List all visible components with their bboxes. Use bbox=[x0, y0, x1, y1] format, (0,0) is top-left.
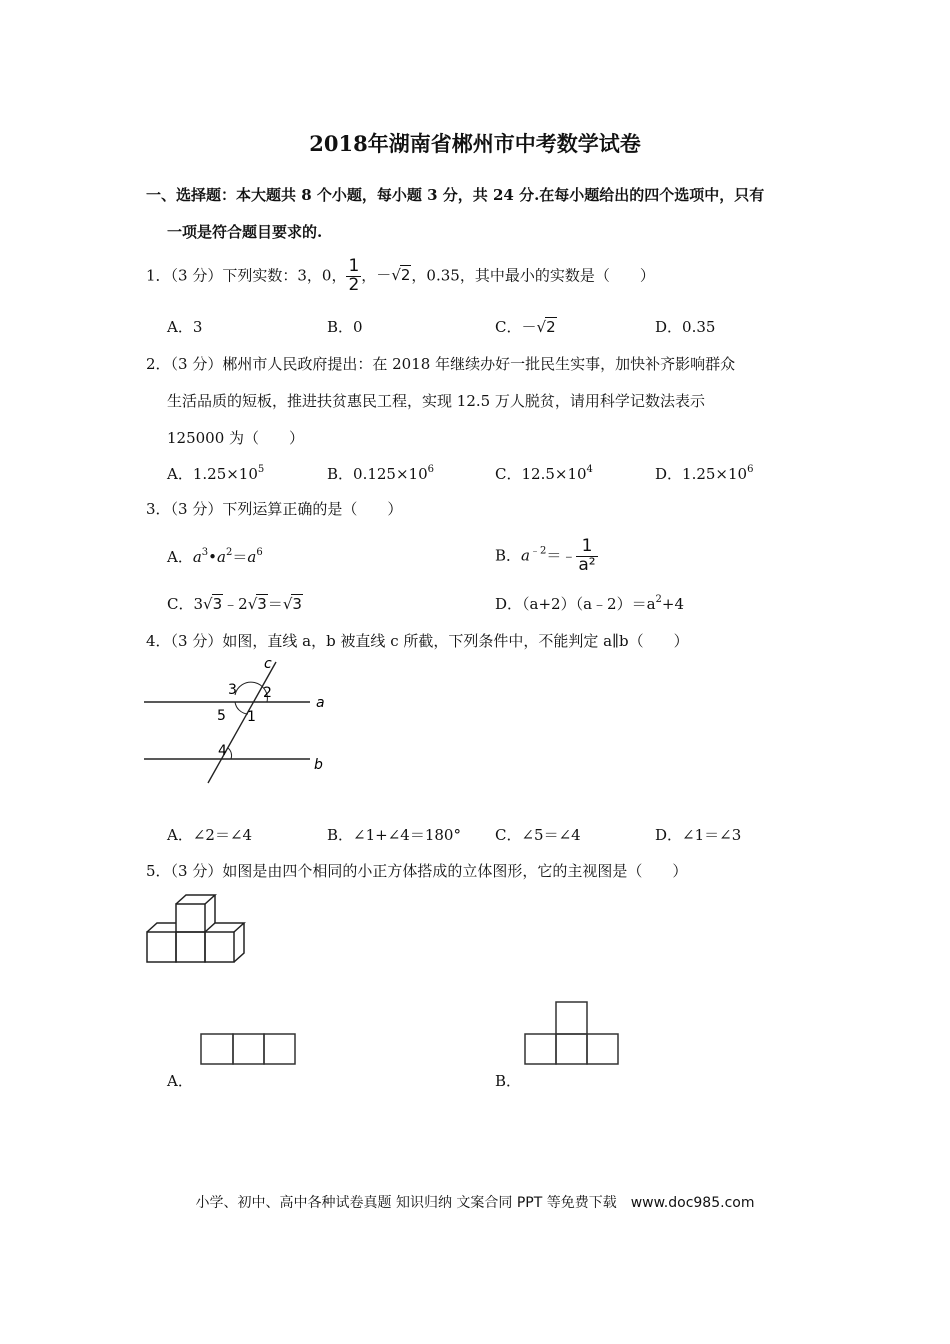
coefficient: 3 bbox=[193, 595, 204, 613]
exponent: 6 bbox=[256, 547, 263, 558]
q1-stem-tail: ，0.35，其中最小的实数是（ ） bbox=[411, 266, 655, 285]
q4-option-b[interactable]: B．∠1+∠4＝180° bbox=[327, 826, 461, 844]
question-2-line3: 125000 为（ ） bbox=[167, 429, 305, 447]
fraction-one-over-a-squared bbox=[576, 538, 597, 575]
label-c: c bbox=[264, 656, 272, 672]
equals: ＝ bbox=[267, 595, 283, 613]
label-4: 4 bbox=[218, 743, 227, 759]
q2-option-c[interactable] bbox=[495, 463, 593, 484]
question-4-stem: 4．（3 分）如图，直线 a，b 被直线 c 所截，下列条件中，不能判定 a∥b（ ） bbox=[146, 632, 689, 650]
radicand: 3 bbox=[292, 595, 302, 613]
variable-a: a bbox=[217, 548, 226, 566]
q2-option-b[interactable] bbox=[327, 463, 434, 484]
option-label: C． bbox=[495, 318, 522, 336]
neg-sign: － bbox=[521, 318, 537, 336]
minus-coefficient: ﹣2 bbox=[223, 595, 248, 613]
question-5-stem: 5．（3 分）如图是由四个相同的小正方体搭成的立体图形，它的主视图是（ ） bbox=[146, 862, 688, 880]
q3-option-a[interactable] bbox=[167, 546, 263, 567]
variable-a: a bbox=[521, 546, 530, 565]
cube-stack-figure bbox=[144, 892, 248, 966]
option-text: A．1.25×10 bbox=[167, 465, 258, 483]
question-1-stem bbox=[146, 258, 655, 295]
q1-option-d[interactable]: D．0.35 bbox=[655, 318, 716, 336]
radicand: 3 bbox=[212, 595, 223, 613]
option-label: B． bbox=[495, 546, 522, 565]
q1-comma: ， bbox=[361, 266, 377, 285]
exponent: 2 bbox=[655, 594, 662, 605]
label-5: 5 bbox=[217, 708, 226, 724]
option-a-view-figure bbox=[198, 1031, 298, 1067]
neg-sqrt-two: －√2 bbox=[521, 318, 556, 336]
option-text: C．12.5×10 bbox=[495, 465, 587, 483]
q3-option-b[interactable] bbox=[495, 538, 598, 575]
fraction-denominator: a² bbox=[578, 554, 596, 575]
q1-option-a[interactable]: A．3 bbox=[167, 318, 203, 336]
fraction-denominator: 2 bbox=[348, 274, 360, 295]
q4-option-a[interactable]: A．∠2＝∠4 bbox=[167, 826, 253, 844]
question-2-line2: 生活品质的短板，推进扶贫惠民工程，实现 12.5 万人脱贫，请用科学记数法表示 bbox=[167, 392, 705, 410]
q5-option-b[interactable]: B． bbox=[495, 1072, 522, 1090]
q4-option-c[interactable]: C．∠5＝∠4 bbox=[495, 826, 581, 844]
exponent: ﹣2 bbox=[529, 545, 547, 557]
exponent: 6 bbox=[747, 464, 754, 475]
q1-stem-text: 1．（3 分）下列实数：3，0， bbox=[146, 266, 347, 285]
q3-option-c[interactable] bbox=[167, 593, 303, 614]
option-label: A． bbox=[167, 548, 193, 566]
option-label: C． bbox=[167, 595, 194, 613]
neg-sign: － bbox=[376, 266, 392, 285]
exponent: 4 bbox=[586, 464, 593, 475]
sqrt-three: √3 bbox=[203, 595, 223, 613]
option-text: B．0.125×10 bbox=[327, 465, 428, 483]
question-2-line1: 2．（3 分）郴州市人民政府提出：在 2018 年继续办好一批民生实事，加快补齐影响群众 bbox=[146, 355, 736, 373]
label-a: a bbox=[316, 695, 325, 711]
angle-arc-4 bbox=[228, 748, 232, 759]
fraction-one-half bbox=[346, 258, 361, 295]
q3-option-d[interactable] bbox=[495, 593, 684, 614]
variable-a: a bbox=[192, 548, 202, 566]
fraction-numerator: 1 bbox=[576, 538, 597, 557]
page-title: 2018年湖南省郴州市中考数学试卷 bbox=[309, 131, 641, 156]
exponent: 6 bbox=[427, 464, 434, 475]
variable-a: a bbox=[247, 548, 257, 566]
equals: ＝ bbox=[232, 548, 248, 566]
radicand: 2 bbox=[400, 266, 411, 285]
neg-sqrt-two: －√2 bbox=[376, 266, 411, 285]
radicand: 3 bbox=[257, 595, 267, 613]
dot-operator: • bbox=[208, 548, 218, 566]
exponent: 5 bbox=[257, 464, 265, 475]
radicand: 2 bbox=[546, 318, 556, 336]
label-2: 2 bbox=[263, 685, 272, 701]
label-1: 1 bbox=[247, 709, 256, 725]
q1-option-c[interactable] bbox=[495, 316, 557, 337]
q2-option-d[interactable] bbox=[655, 463, 753, 484]
q5-option-a[interactable]: A． bbox=[167, 1072, 193, 1090]
exponent: 3 bbox=[201, 547, 209, 558]
option-text: D．1.25×10 bbox=[655, 465, 748, 483]
sqrt-three: √3 bbox=[247, 595, 267, 613]
option-text: D．（a+2）（a﹣2）＝a bbox=[495, 595, 656, 613]
section-heading-line1: 一、选择题：本大题共 8 个小题，每小题 3 分，共 24 分.在每小题给出的四个选项中，只有 bbox=[146, 186, 765, 204]
q4-option-d[interactable]: D．∠1＝∠3 bbox=[655, 826, 742, 844]
exponent: 2 bbox=[225, 547, 233, 558]
label-b: b bbox=[314, 757, 323, 773]
section-heading-line2: 一项是符合题目要求的. bbox=[167, 223, 323, 241]
equals-negative: ＝﹣ bbox=[546, 546, 577, 565]
question-3-stem: 3．（3 分）下列运算正确的是（ ） bbox=[146, 500, 403, 518]
sqrt-three: √3 bbox=[282, 595, 302, 613]
fraction-numerator: 1 bbox=[348, 256, 360, 276]
option-b-view-figure bbox=[522, 999, 622, 1067]
q1-option-b[interactable]: B．0 bbox=[327, 318, 363, 336]
label-3: 3 bbox=[228, 682, 237, 698]
q2-option-a[interactable] bbox=[167, 463, 264, 484]
footer-text[interactable]: 小学、初中、高中各种试卷真题 知识归纳 文案合同 PPT 等免费下载 www.doc985.com bbox=[195, 1195, 755, 1211]
option-tail: +4 bbox=[661, 595, 685, 613]
parallel-lines-figure bbox=[140, 652, 335, 787]
